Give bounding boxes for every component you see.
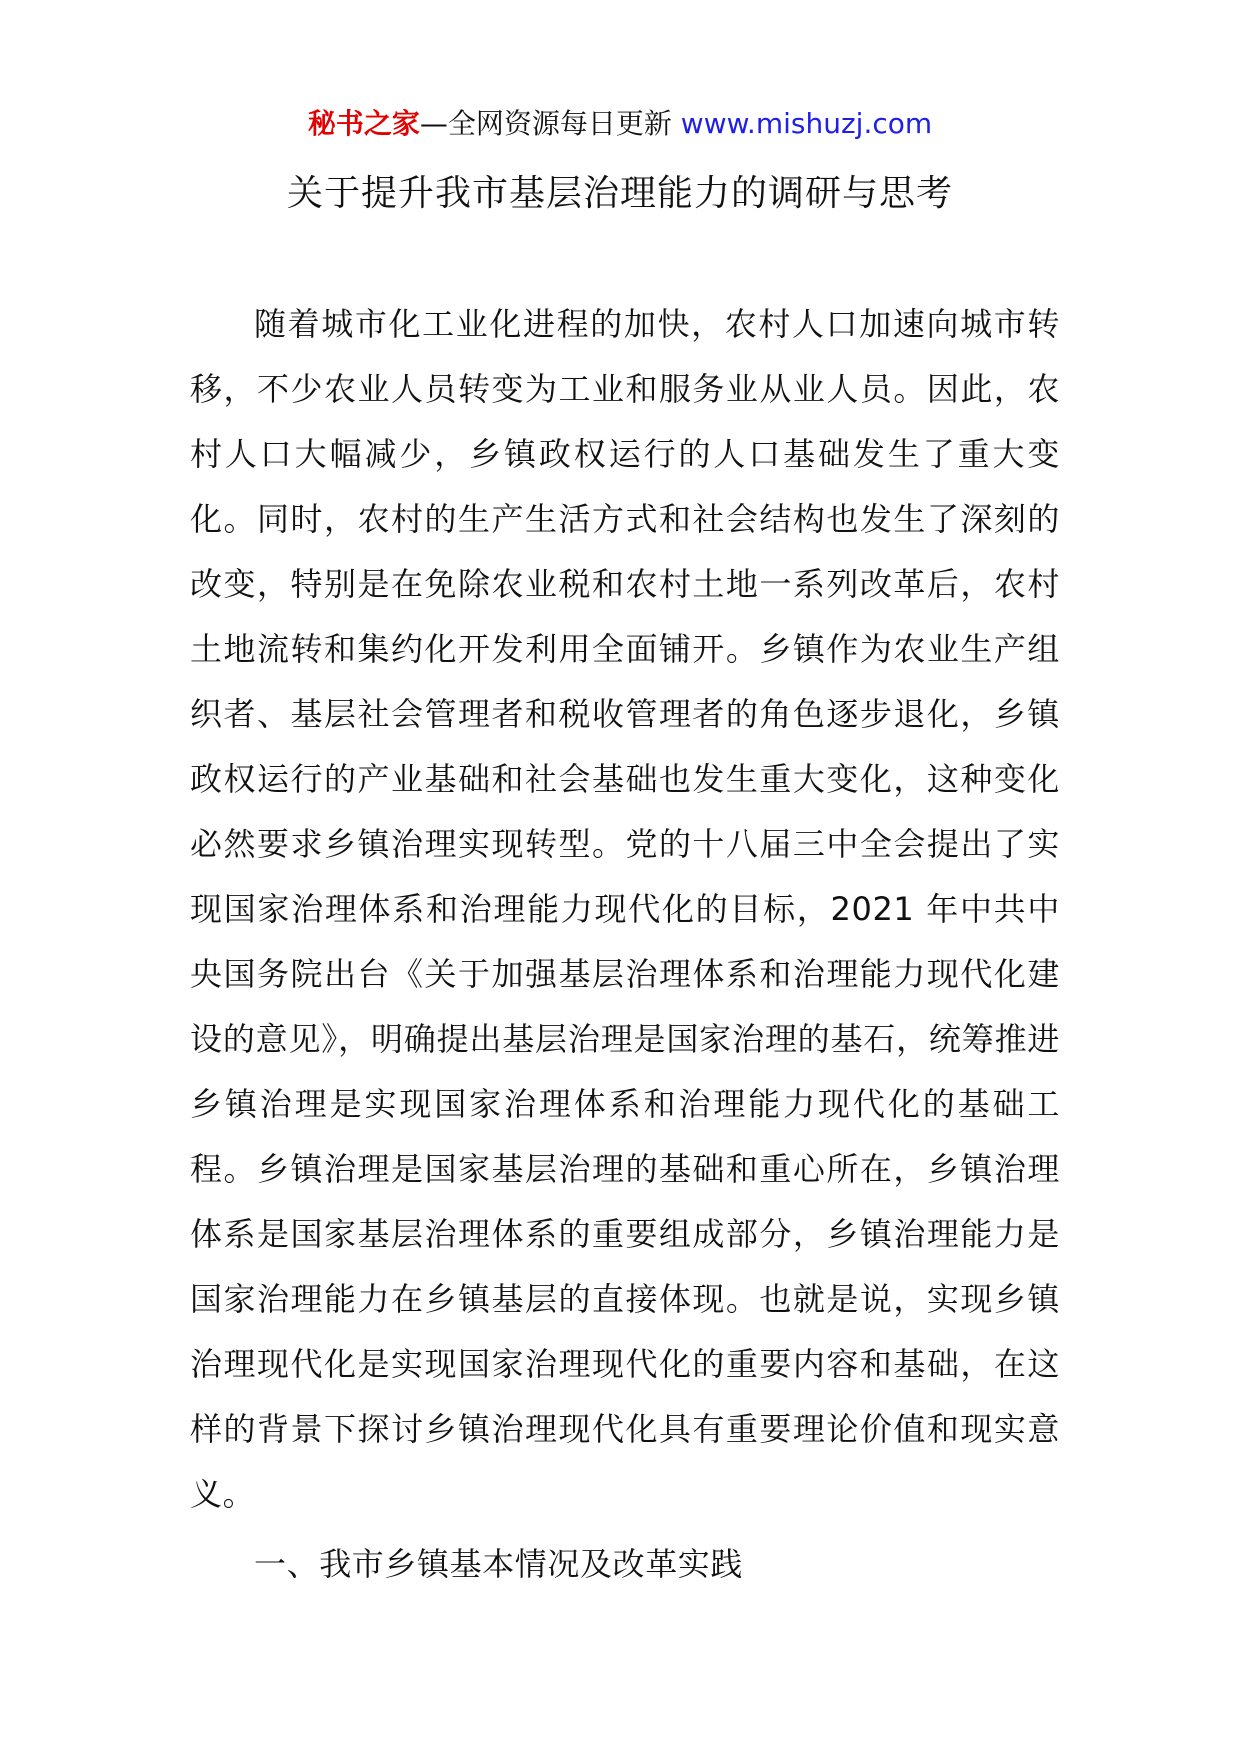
site-header [0, 100, 1240, 148]
site-url-link[interactable]: www.mishuzj.com [680, 107, 933, 140]
document-title: 关于提升我市基层治理能力的调研与思考 [286, 173, 953, 214]
document-body [190, 292, 1060, 1527]
section-heading: 一、我市乡镇基本情况及改革实践 [254, 1545, 744, 1583]
body-paragraph: 随着城市化工业化进程的加快，农村人口加速向城市转移，不少农业人员转变为工业和服务业从业人员。因此，农村人口大幅减少，乡镇政权运行的人口基础发生了重大变化。同时，农村的生产生活方式和社会结构也发生了深刻的改变，特别是在免除农业税和农村土地一系列改革后，农村土地流转和集约化开发利用全面铺开。乡镇作为农业生产组织者、基层社会管理者和税收管理者的角色逐步退化，乡镇政权运行的产业基础和社会基础也发生重大变化，这种变化必然要求乡镇治理实现转型。党的十八届三中全会提出了实现国家治理体系和治理能力现代化的目标，2021 年中共中央国务院出台《关于加强基层治理体系和治理能力现代化建设的意见》，明确提出基层治理是国家治理的基石，统筹推进乡镇治理是实现国家治理体系和治理能力现代化的基础工程。乡镇治理是国家基层治理的基础和重心所在，乡镇治理体系是国家基层治理体系的重要组成部分，乡镇治理能力是国家治理能力在乡镇基层的直接体现。也就是说，实现乡镇治理现代化是实现国家治理现代化的重要内容和基础，在这样的背景下探讨乡镇治理现代化具有重要理论价值和现实意义。 [190, 305, 1060, 1513]
site-tagline: —全网资源每日更新 [419, 107, 672, 140]
site-brand: 秘书之家 [307, 107, 420, 140]
